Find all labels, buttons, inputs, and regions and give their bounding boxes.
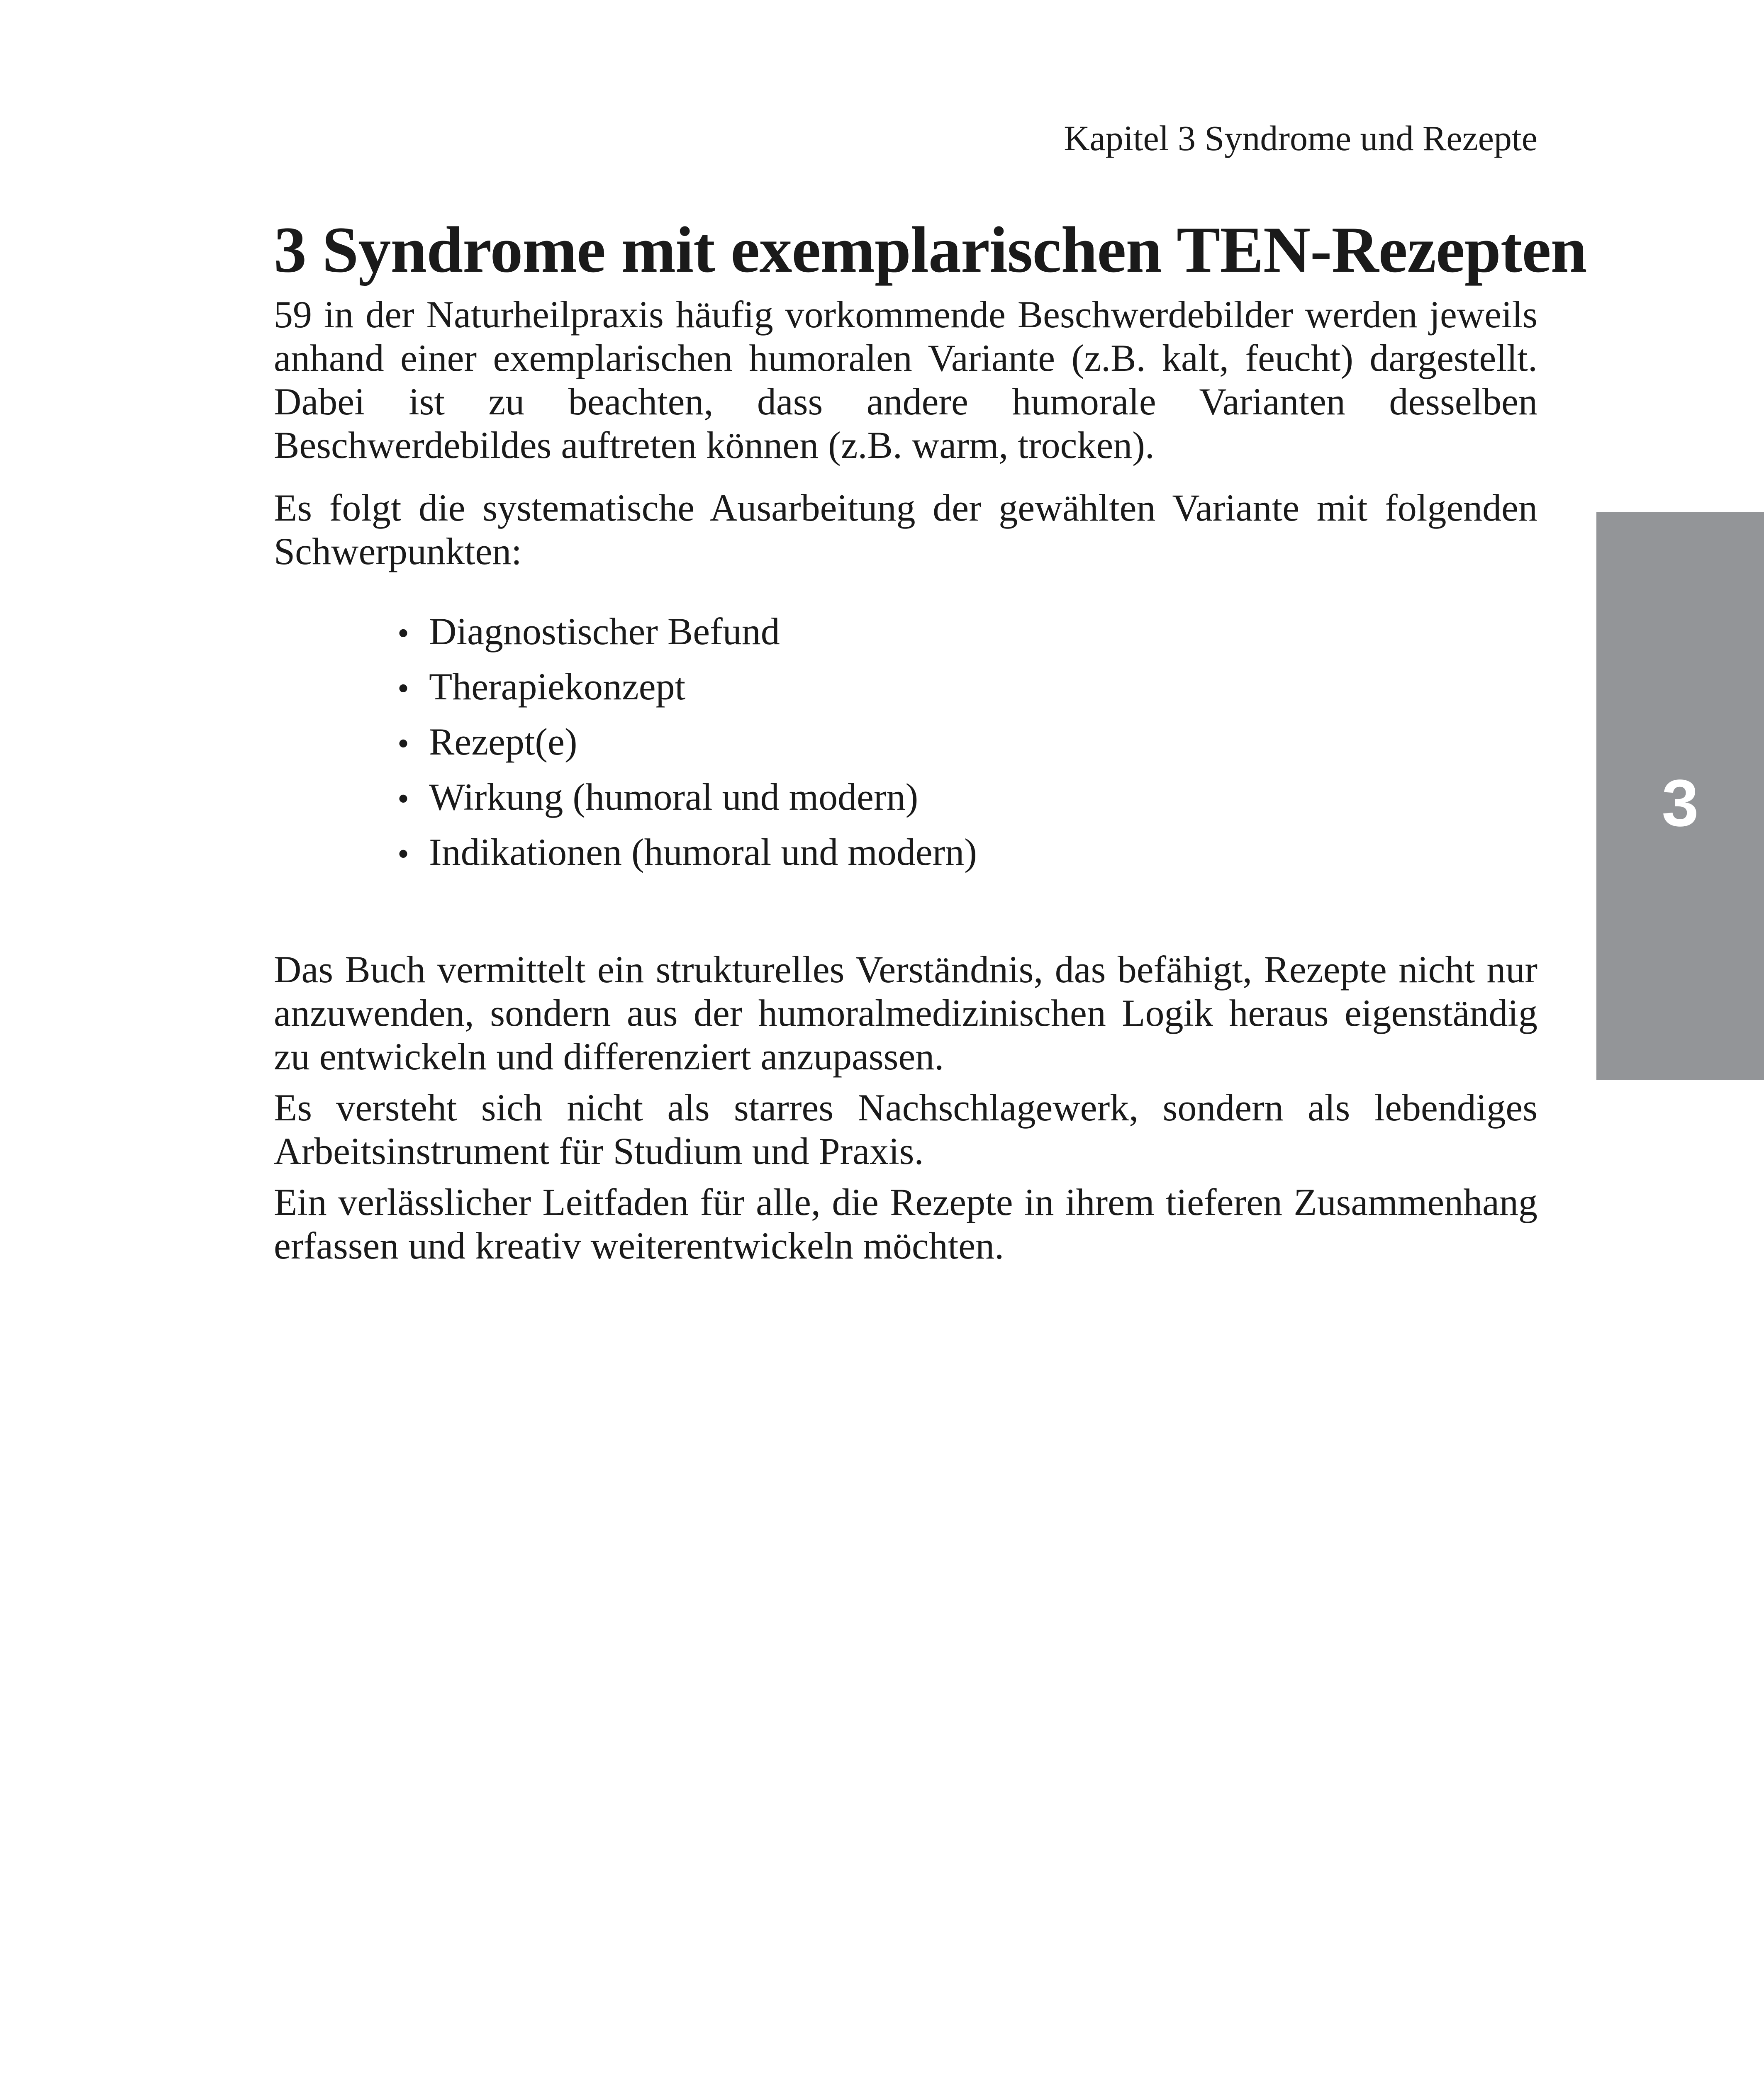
- list-item-text: Diagnostischer Befund: [429, 610, 780, 652]
- running-header: Kapitel 3 Syndrome und Rezepte: [1064, 118, 1537, 158]
- bullet-icon: •: [397, 780, 409, 817]
- list-item: [397, 660, 1537, 715]
- versteht-paragraph: Es versteht sich nicht als starres Nachschlagewerk, sondern als lebendiges Arbeitsinstrument für Studium und Praxis.: [274, 1086, 1537, 1172]
- chapter-tab: [1596, 512, 1764, 1080]
- bullet-icon: •: [397, 670, 409, 707]
- buch-paragraph: Das Buch vermittelt ein strukturelles Verständnis, das befähigt, Rezepte nicht nur anzuwenden, sondern aus der humoralmedizinischen Logik heraus eigenständig zu entwickeln und differenziert anzupassen.: [274, 948, 1537, 1078]
- list-item-text: Rezept(e): [429, 720, 577, 763]
- list-item: [397, 770, 1537, 825]
- bullet-icon: •: [397, 725, 409, 762]
- list-item: [397, 825, 1537, 881]
- bullet-icon: •: [397, 835, 409, 872]
- list-item-text: Therapiekonzept: [429, 665, 686, 708]
- list-item: [397, 605, 1537, 660]
- page-content: [274, 212, 1587, 1268]
- chapter-title: 3 Syndrome mit exemplarischen TEN-Rezepten: [274, 214, 1587, 286]
- intro-paragraph: 59 in der Naturheilpraxis häufig vorkommende Beschwerdebilder werden jeweils anhand einer exemplarischen humoralen Variante (z.B. kalt, feucht) dargestellt. Dabei ist zu beachten, dass andere humorale Varianten desselben Beschwerdebildes auftreten können (z.B. warm, trocken).: [274, 293, 1537, 466]
- list-item: [397, 715, 1537, 770]
- leitfaden-paragraph: Ein verlässlicher Leitfaden für alle, die Rezepte in ihrem tieferen Zusammenhang erfassen und kreativ weiterentwickeln möchten.: [274, 1181, 1537, 1267]
- bullet-icon: •: [397, 615, 409, 652]
- focus-list: [274, 605, 1537, 881]
- list-item-text: Indikationen (humoral und modern): [429, 830, 977, 873]
- chapter-tab-number: 3: [1662, 766, 1699, 840]
- focus-paragraph: Es folgt die systematische Ausarbeitung der gewählten Variante mit folgenden Schwerpunkten:: [274, 486, 1537, 572]
- list-item-text: Wirkung (humoral und modern): [429, 775, 919, 818]
